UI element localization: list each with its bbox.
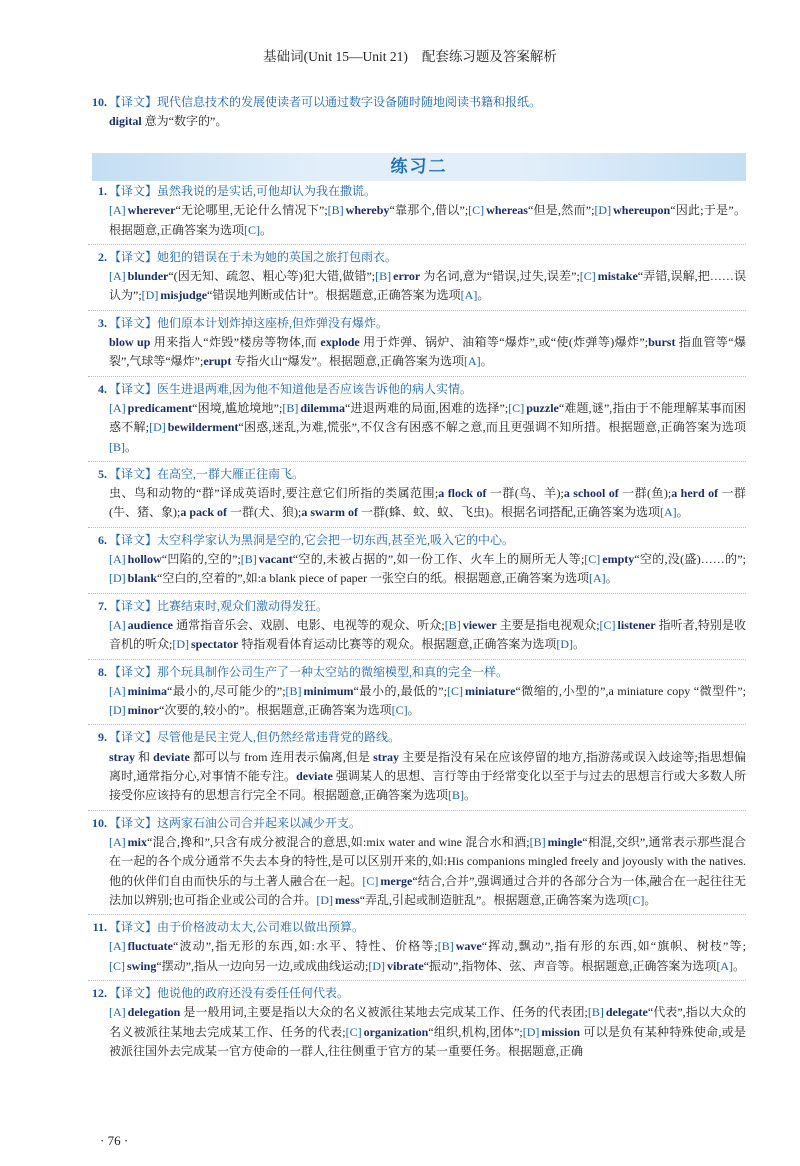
- english-term: spectator: [191, 637, 239, 652]
- item-number: 11.: [92, 920, 107, 935]
- item-number: 4.: [98, 381, 107, 396]
- translation-text: 医生进退两难,因为他不知道他是否应该告诉他的病人实情。: [157, 381, 473, 396]
- english-term: deviate: [296, 769, 333, 784]
- english-term: minimum: [303, 683, 354, 698]
- option-letter: [B]: [282, 400, 299, 415]
- english-term: minima: [127, 683, 168, 698]
- translation-line: [98, 248, 746, 267]
- english-term: miniature: [464, 683, 516, 698]
- english-term: swing: [127, 958, 157, 973]
- explanation-text: 。: [676, 505, 689, 520]
- option-letter: [A]: [109, 939, 126, 954]
- translation-text: 尽管他是民主党人,但仍然经常违背党的路线。: [157, 730, 401, 745]
- explanation-text: “因此;于是”。根据题意,正确答案为选项: [109, 203, 746, 237]
- option-letter: [A]: [109, 203, 126, 218]
- section-banner: [92, 153, 746, 181]
- translation-line: [98, 465, 746, 484]
- option-letter: [D]: [172, 637, 190, 652]
- explanation-text: 一群(牛、猪、象);: [109, 486, 746, 520]
- option-letter: [B]: [375, 269, 392, 284]
- translation-label: 【译文】: [109, 815, 158, 830]
- option-letter: [B]: [327, 203, 344, 218]
- explanation-text: “空的,没(盛)……的”;: [634, 552, 746, 567]
- item-number: 12.: [92, 985, 107, 1000]
- translation-label: 【译文】: [109, 532, 158, 547]
- english-term: explode: [320, 335, 360, 350]
- translation-line: [98, 728, 746, 747]
- english-term: minor: [127, 703, 160, 718]
- english-term: vibrate: [387, 958, 424, 973]
- explanation-text: 。: [605, 571, 618, 586]
- answer-option: [A]: [716, 958, 733, 973]
- translation-label: 【译文】: [109, 95, 158, 109]
- answer-option: [C]: [628, 892, 645, 907]
- english-term: blow up: [109, 335, 151, 350]
- exercise-items: [88, 179, 746, 1065]
- option-letter: [D]: [109, 571, 126, 586]
- english-term: listener: [617, 617, 656, 632]
- translation-label: 【译文】: [109, 466, 158, 481]
- english-term: empty: [602, 552, 635, 567]
- explanation: [109, 201, 746, 240]
- explanation-text: 指听者,特别是收音机的听众;: [109, 617, 746, 652]
- explanation: [109, 748, 746, 806]
- english-term: mess: [335, 892, 360, 907]
- option-letter: [C]: [508, 400, 525, 415]
- section-title: 练习二: [390, 157, 448, 176]
- translation-text: 由于价格波动太大,公司难以做出预算。: [157, 920, 365, 935]
- english-term: whereas: [486, 203, 528, 218]
- explanation-text: “次要的,较小的”。根据题意,正确答案为选项: [159, 703, 392, 718]
- translation-text: 她犯的错误在于未为她的英国之旅打包雨衣。: [157, 249, 398, 264]
- explanation-text: “振动”,指物体、弦、声音等。根据题意,正确答案为选项: [423, 958, 717, 973]
- translation-text: 太空科学家认为黑洞是空的,它会把一切东西,甚至光,吸入它的中心。: [157, 532, 515, 547]
- translation-line: [98, 663, 746, 682]
- translation-line: [98, 380, 746, 399]
- explanation-text: “(因无知、疏忽、粗心等)犯大错,做错”;: [168, 269, 376, 284]
- explanation-text: 指血管等“爆裂”,气球等“爆炸”;: [109, 335, 747, 369]
- explanation-text: 。: [464, 788, 477, 803]
- explanation-text: 专指火山“爆发”。根据题意,正确答案为选项: [231, 354, 464, 369]
- translation-label: 【译文】: [109, 664, 158, 679]
- english-term: blunder: [127, 269, 169, 284]
- explanation-text: “空的,未被占据的”,如一份工作、火车上的厕所无人等;: [292, 552, 585, 567]
- translation-label: 【译文】: [109, 598, 158, 613]
- option-letter: [D]: [594, 203, 612, 218]
- explanation-text: 用于炸弹、锅炉、油箱等“爆炸”,或“使(炸弹等)爆炸”;: [359, 335, 649, 350]
- explanation-text: 一群(鸟、羊);: [486, 486, 564, 501]
- explanation-text: “混合,搀和”,只含有成分被混合的意思,如:mix water and wine 混合水和酒;: [147, 834, 530, 849]
- english-term: a pack of: [180, 505, 227, 520]
- option-letter: [A]: [109, 269, 126, 284]
- explanation-text: 一群(蜂、蚊、蚁、飞虫)。根据名词搭配,正确答案为选项: [357, 505, 660, 520]
- header-title: 基础词(Unit 15—Unit 21): [263, 49, 408, 64]
- translation-line: [92, 814, 746, 833]
- option-letter: [B]: [285, 683, 302, 698]
- option-letter: [C]: [599, 617, 616, 632]
- answer-option: [A]: [588, 571, 606, 586]
- item-number: 8.: [98, 664, 107, 679]
- explanation-text: 通常指音乐会、戏剧、电影、电视等的观众、听众;: [173, 617, 445, 632]
- answer-item: [88, 528, 746, 594]
- english-term: hollow: [127, 552, 162, 567]
- english-term: wave: [455, 939, 482, 954]
- english-term: whereby: [345, 203, 390, 218]
- translation-label: 【译文】: [109, 249, 158, 264]
- explanation-text: “弄错,误解,把……误认为”;: [109, 269, 747, 303]
- english-term: a swarm of: [301, 505, 358, 520]
- option-letter: [B]: [587, 1005, 604, 1020]
- translation-label: 【译文】: [109, 315, 158, 330]
- option-letter: [C]: [579, 269, 596, 284]
- english-term: bewilderment: [167, 420, 239, 435]
- option-letter: [C]: [345, 1024, 362, 1039]
- translation-text: 在高空,一群大雁正往南飞。: [157, 466, 305, 481]
- answer-item: [88, 594, 746, 660]
- explanation-text: 主要是指没有呆在应该停留的地方,指游荡或误入歧途等;指思想偏离时,通常指分心,对事情不能专注。: [109, 749, 746, 784]
- explanation: [109, 937, 746, 976]
- option-letter: [D]: [522, 1024, 540, 1039]
- explanation-text: “但是,然而”;: [527, 203, 595, 218]
- explanation-text: 主要是指电视观众;: [496, 617, 600, 632]
- answer-item: [88, 660, 746, 726]
- explanation: [109, 682, 746, 721]
- explanation-text: “错误地判断或估计”。根据题意,正确答案为选项: [207, 288, 461, 303]
- english-term: error: [393, 269, 421, 284]
- english-term: dilemma: [300, 400, 346, 415]
- english-term: stray: [109, 749, 135, 764]
- option-letter: [A]: [109, 834, 126, 849]
- explanation-text: “无论哪里,无论什么情况下”;: [175, 203, 328, 218]
- explanation-text: “进退两难的局面,困难的选择”;: [345, 400, 509, 415]
- english-term: audience: [127, 617, 174, 632]
- english-term: a school of: [563, 486, 619, 501]
- english-term: viewer: [462, 617, 497, 632]
- explanation-text: 可以是负有某种特殊使命,或是被派往国外去完成某一官方使命的一群人,往往侧重于官方的某一重要任务。根据题意,正确: [109, 1024, 746, 1058]
- translation-line: [92, 984, 746, 1003]
- explanation-text: “微缩的,小型的”,a miniature copy “微型件”;: [515, 683, 746, 698]
- explanation-text: 是一般用词,主要是指以大众的名义被派往某地去完成某工作、任务的代表团;: [180, 1005, 588, 1020]
- answer-item: [88, 462, 746, 528]
- item-number: 6.: [98, 532, 107, 547]
- english-term: mission: [541, 1024, 581, 1039]
- english-term: a flock of: [438, 486, 487, 501]
- english-term: merge: [380, 873, 413, 888]
- option-letter: [D]: [368, 958, 386, 973]
- option-letter: [C]: [446, 683, 463, 698]
- item-number: 3.: [98, 315, 107, 330]
- english-term: mistake: [597, 269, 638, 284]
- answer-option: [A]: [460, 288, 478, 303]
- answer-option: [A]: [659, 505, 677, 520]
- translation-line: [92, 918, 746, 937]
- item-number: 10.: [92, 815, 107, 830]
- explanation-text: 都可以与 from 连用表示偏离,但是: [189, 749, 374, 764]
- explanation-text: “靠那个,借以”;: [389, 203, 469, 218]
- option-letter: [D]: [109, 703, 126, 718]
- english-term: whereupon: [613, 203, 671, 218]
- answer-item: [88, 93, 746, 136]
- english-term: a herd of: [671, 486, 719, 501]
- item-number: 2.: [98, 249, 107, 264]
- explanation-text: 。: [407, 703, 420, 718]
- translation-line: [98, 314, 746, 333]
- translation-text: 虽然我说的是实话,可他却认为我在撒谎。: [157, 184, 377, 198]
- explanation-text: 一群(鱼);: [618, 486, 672, 501]
- item-number: 7.: [98, 598, 107, 613]
- explanation: [109, 112, 746, 131]
- option-letter: [D]: [149, 420, 166, 435]
- explanation: [109, 267, 746, 306]
- option-letter: [B]: [529, 834, 546, 849]
- explanation-text: “组织,机构,团体”;: [428, 1024, 523, 1039]
- item-number: 1.: [98, 184, 107, 198]
- explanation-text: “相混,交织”,通常表示那些混合在一起的各个成分通常不失去本身的特性,是可以区别开来的,如:His companions mingled freely and joyously with the natives. 他的伙伴们自由而快乐的与土著人融合在一起。: [109, 834, 746, 888]
- english-term: deviate: [153, 749, 190, 764]
- explanation: [109, 484, 746, 523]
- option-letter: [A]: [109, 400, 126, 415]
- translation-text: 这两家石油公司合并起来以减少开支。: [157, 815, 362, 830]
- option-letter: [B]: [437, 939, 454, 954]
- explanation-text: “最小的,最低的”;: [353, 683, 447, 698]
- explanation-text: 强调某人的思想、言行等由于经常变化以至于与过去的思想言行或大多数人所接受你应该持有的思想言行完全不同。根据题意,正确答案为选项: [109, 769, 746, 803]
- english-term: delegate: [605, 1005, 648, 1020]
- english-term: erupt: [203, 354, 232, 369]
- option-letter: [A]: [109, 683, 126, 698]
- english-term: burst: [648, 335, 676, 350]
- option-letter: [B]: [444, 617, 461, 632]
- english-term: fluctuate: [127, 939, 173, 954]
- explanation: [109, 399, 746, 457]
- explanation-text: 。: [477, 288, 490, 303]
- explanation-text: 和: [135, 749, 154, 764]
- english-term: organization: [363, 1024, 429, 1039]
- translation-line: [98, 597, 746, 616]
- explanation-text: 。: [260, 222, 273, 237]
- option-letter: [C]: [468, 203, 485, 218]
- explanation-text: 。: [480, 354, 493, 369]
- answer-option: [D]: [556, 637, 574, 652]
- answer-item: [88, 179, 746, 245]
- translation-line: [98, 531, 746, 550]
- answer-option: [A]: [463, 354, 481, 369]
- answer-item: [88, 245, 746, 311]
- explanation-text: “波动”,指无形的东西,如:水平、特性、价格等;: [173, 939, 438, 954]
- explanation-text: “困境,尴尬境地”;: [192, 400, 283, 415]
- explanation: [109, 1003, 746, 1061]
- explanation-text: 意为“数字的”。: [141, 114, 228, 129]
- explanation-text: “代表”,指以大众的名义被派往某地去完成某工作、任务的代表;: [109, 1005, 746, 1039]
- explanation-text: 。: [125, 439, 138, 454]
- explanation: [109, 833, 746, 910]
- explanation-text: “凹陷的,空的”;: [161, 552, 241, 567]
- item-number: 9.: [98, 730, 107, 745]
- option-letter: [C]: [584, 552, 601, 567]
- english-term: predicament: [127, 400, 193, 415]
- translation-text: 现代信息技术的发展使读者可以通过数字设备随时随地阅读书籍和报纸。: [157, 95, 542, 109]
- answer-option: [B]: [109, 439, 125, 454]
- explanation-text: 为名词,意为“错误,过失,误差”;: [420, 269, 580, 284]
- english-term: delegation: [127, 1005, 181, 1020]
- explanation-text: 。: [733, 958, 746, 973]
- english-term: misjudge: [160, 288, 208, 303]
- option-letter: [A]: [109, 552, 126, 567]
- answer-item: [88, 377, 746, 462]
- explanation-text: 用来指人“炸毁”楼房等物体,而: [150, 335, 321, 350]
- translation-text: 比赛结束时,观众们激动得发狂。: [157, 598, 329, 613]
- answer-item: [88, 981, 746, 1065]
- explanation-text: 。: [573, 637, 586, 652]
- running-header: [0, 48, 800, 66]
- explanation-text: “最小的,尽可能少的”;: [167, 683, 286, 698]
- option-letter: [A]: [109, 617, 126, 632]
- option-letter: [D]: [316, 892, 334, 907]
- explanation-text: 特指观看体育运动比赛等的观众。根据题意,正确答案为选项: [238, 637, 557, 652]
- explanation-text: 虫、鸟和动物的“群”译成英语时,要注意它们所指的类属范围;: [109, 486, 439, 501]
- option-letter: [B]: [240, 552, 257, 567]
- english-term: vacant: [258, 552, 293, 567]
- previous-exercise-items: [88, 93, 746, 136]
- option-letter: [C]: [109, 958, 125, 973]
- translation-label: 【译文】: [109, 381, 158, 396]
- answer-option: [C]: [391, 703, 408, 718]
- translation-label: 【译文】: [109, 920, 158, 935]
- header-subtitle: 配套练习题及答案解析: [421, 49, 557, 64]
- explanation: [109, 550, 746, 589]
- item-number: 5.: [98, 466, 107, 481]
- answer-item: [88, 311, 746, 377]
- english-term: mingle: [547, 834, 583, 849]
- answer-item: [88, 811, 746, 915]
- explanation: [109, 616, 746, 655]
- option-letter: [A]: [109, 1005, 126, 1020]
- english-term: stray: [373, 749, 400, 764]
- answer-item: [88, 725, 746, 810]
- english-term: digital: [109, 114, 142, 129]
- answer-option: [B]: [448, 788, 465, 803]
- explanation-text: “难题,谜”,指由于不能理解某事而困惑不解;: [109, 400, 746, 435]
- explanation-text: “结合,合并”,强调通过合并的各部分合为一体,融合在一起往往无法加以辨别;也可指企业或公司的合并。: [109, 873, 746, 907]
- explanation-text: “弄乱,引起或制造脏乱”。根据题意,正确答案为选项: [359, 892, 629, 907]
- explanation-text: 。: [644, 892, 657, 907]
- english-term: puzzle: [526, 400, 559, 415]
- translation-line: [92, 93, 746, 112]
- english-term: wherever: [127, 203, 176, 218]
- explanation-text: “困惑,迷乱,为难,慌张”,不仅含有困惑不解之意,而且更强调不知所措。根据题意,正确答案为选项: [238, 420, 747, 435]
- option-letter: [C]: [362, 873, 379, 888]
- translation-label: 【译文】: [109, 730, 158, 745]
- translation-text: 他说他的政府还没有委任任何代表。: [157, 985, 350, 1000]
- explanation-text: 一群(犬、狼);: [227, 505, 302, 520]
- answer-option: [C]: [244, 222, 261, 237]
- translation-text: 那个玩具制作公司生产了一种太空站的微缩模型,和真的完全一样。: [157, 664, 509, 679]
- page-number: · 76 ·: [100, 1133, 129, 1148]
- explanation: [109, 333, 746, 372]
- translation-label: 【译文】: [109, 985, 158, 1000]
- answer-item: [88, 915, 746, 981]
- english-term: mix: [127, 834, 148, 849]
- english-term: blank: [127, 571, 158, 586]
- translation-text: 他们原本计划炸掉这座桥,但炸弹没有爆炸。: [157, 315, 389, 330]
- translation-line: [98, 182, 746, 201]
- explanation-text: “空白的,空着的”,如:a blank piece of paper 一张空白的纸。根据题意,正确答案为选项: [157, 571, 589, 586]
- option-letter: [D]: [141, 288, 159, 303]
- item-number: 10.: [92, 95, 107, 109]
- explanation-text: “摆动”,指从一边向另一边,或成曲线运动;: [156, 958, 369, 973]
- translation-label: 【译文】: [109, 184, 158, 198]
- explanation-text: “挥动,飘动”,指有形的东西,如“旗帜、树枝”等;: [481, 939, 746, 954]
